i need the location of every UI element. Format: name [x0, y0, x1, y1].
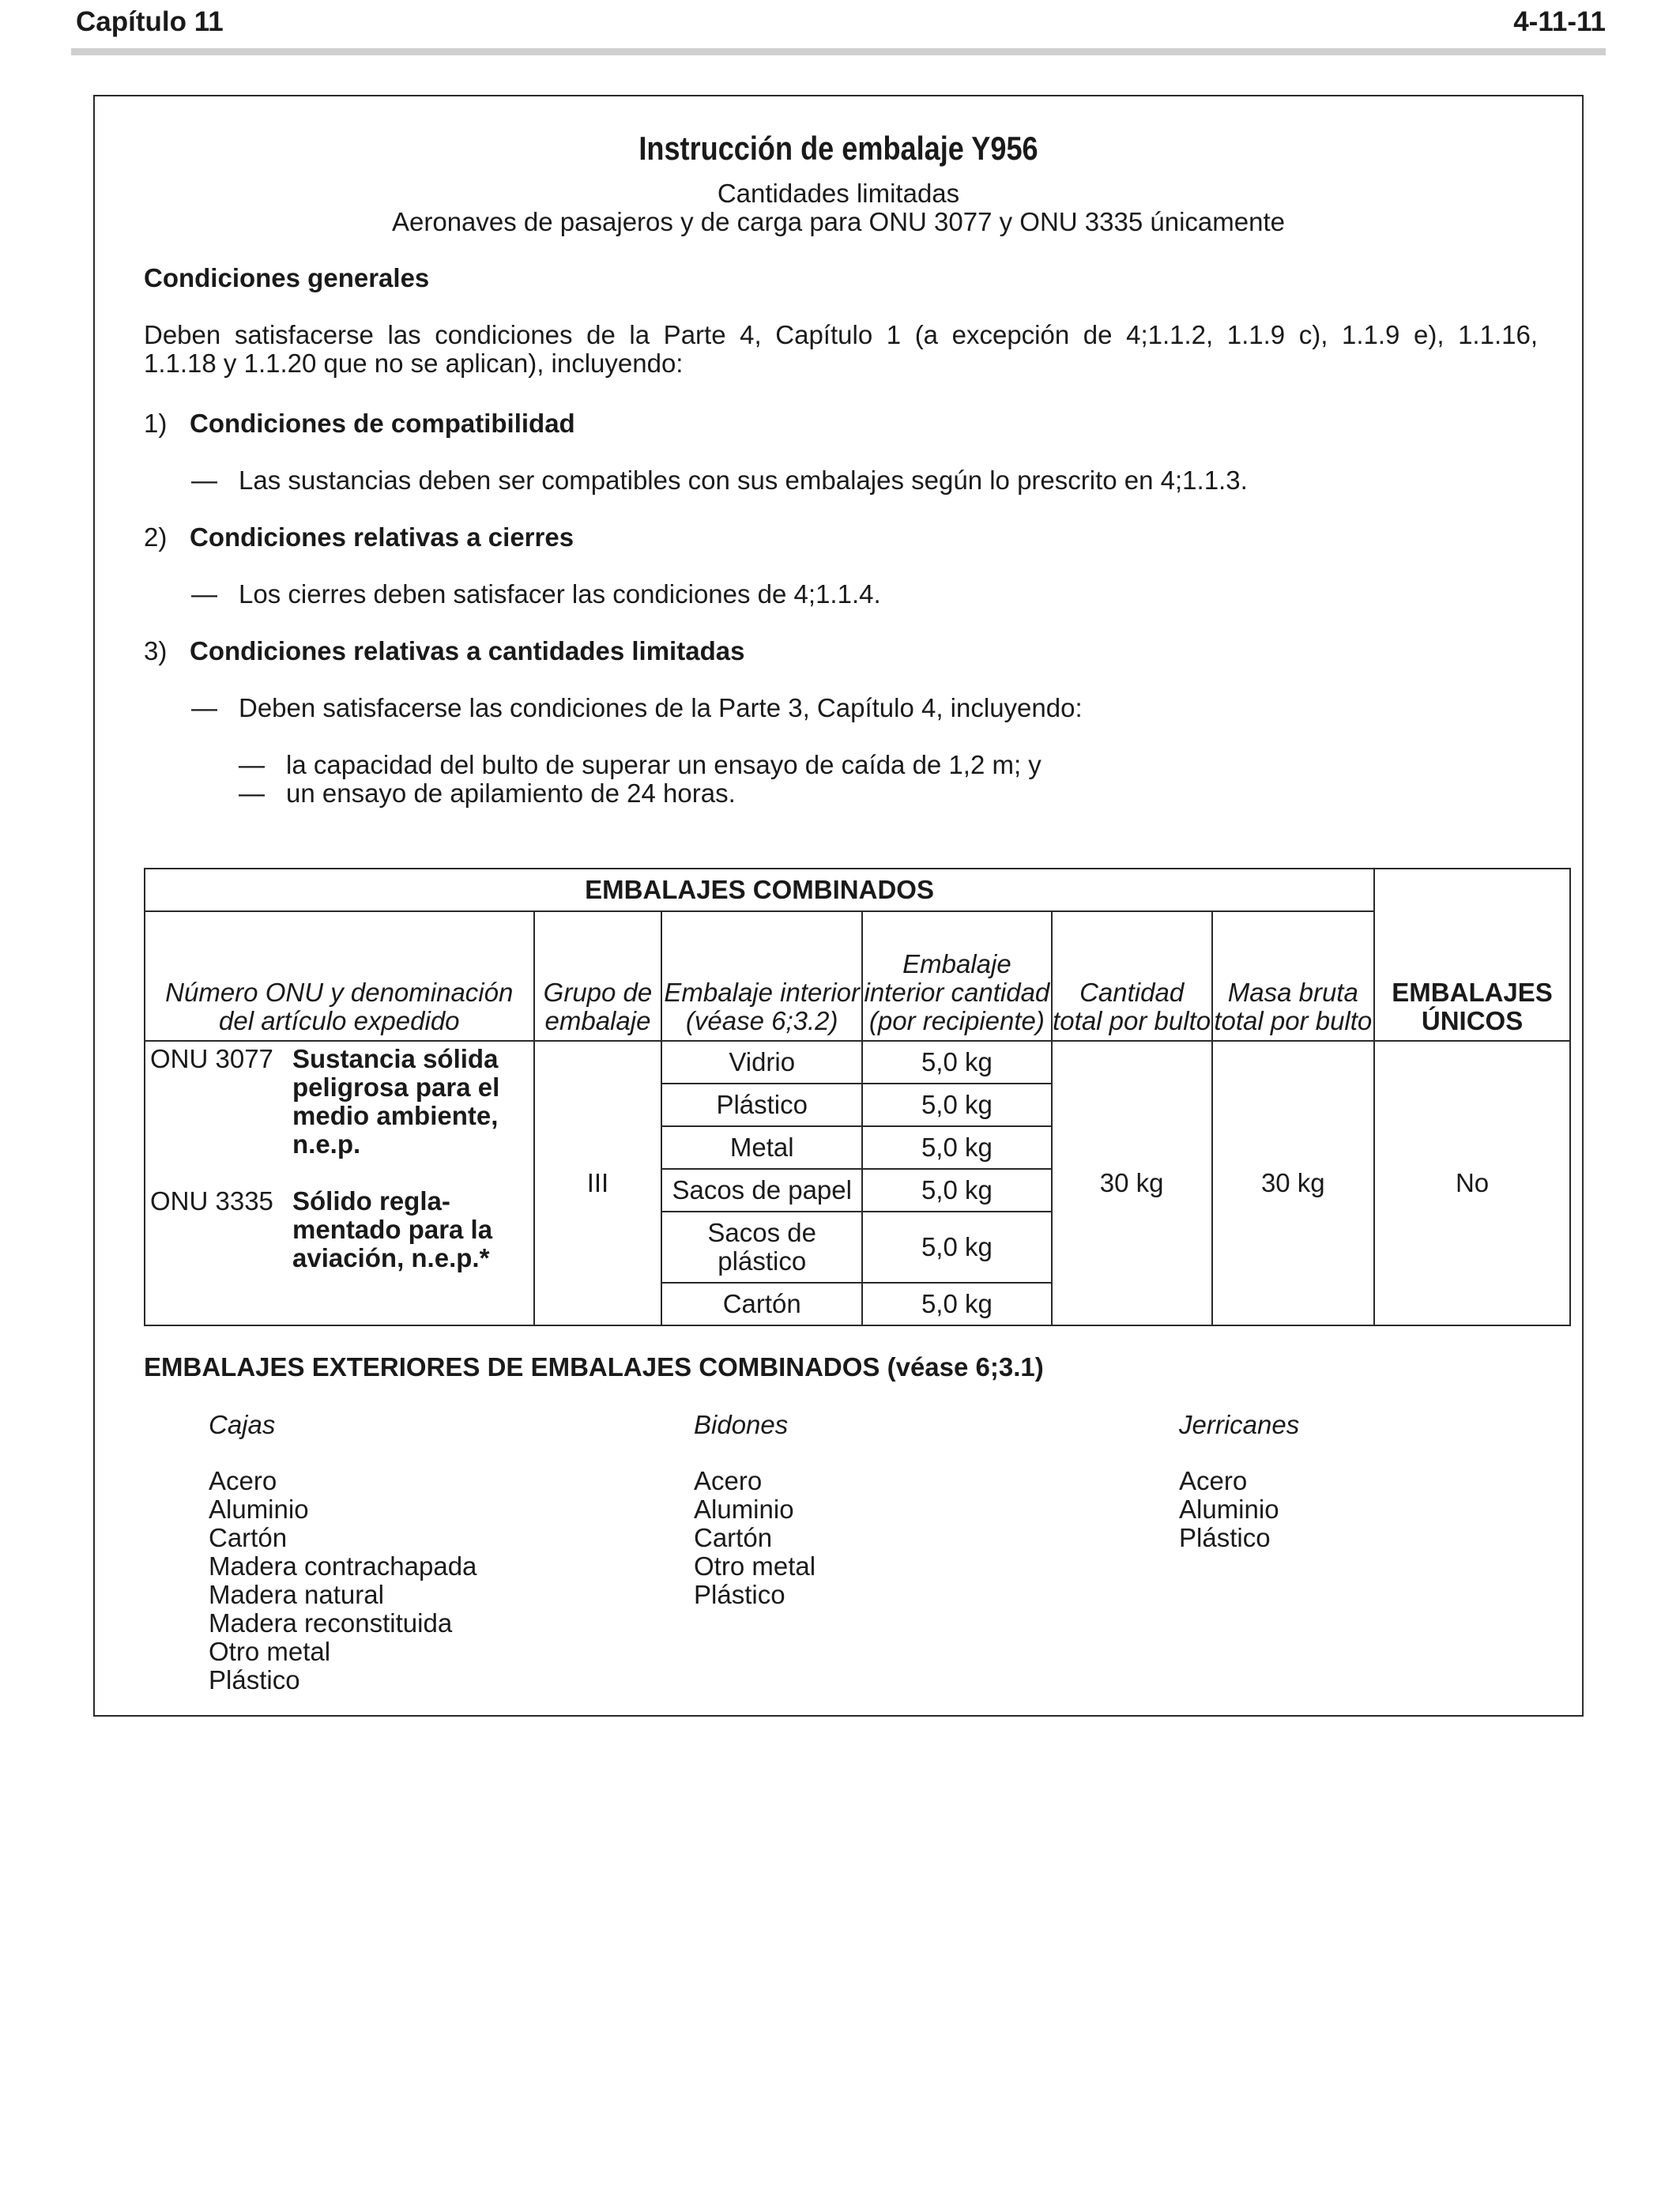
inner-qty-cell: 5,0 kg: [862, 1283, 1052, 1325]
condition-3-subitem-2: un ensayo de apilamiento de 24 horas.: [286, 778, 736, 808]
article-row-3077: [150, 1045, 529, 1159]
list-item: Madera reconstituida: [209, 1608, 453, 1638]
list-item: Plástico: [209, 1665, 300, 1695]
condition-2-item: Los cierres deben satisfacer las condiciones de 4;1.1.4.: [239, 579, 881, 609]
inner-type-cell: Cartón: [661, 1283, 862, 1325]
list-item: Aluminio: [1179, 1495, 1279, 1524]
condition-2-dash: —: [191, 579, 217, 609]
outer-column-title: Bidones: [694, 1410, 789, 1439]
condition-3-item: Deben satisfacerse las condiciones de la Parte 3, Capítulo 4, incluyendo:: [239, 693, 1083, 722]
inner-qty-cell: 5,0 kg: [862, 1084, 1052, 1126]
page-header: [71, 6, 1606, 38]
outer-column-list-bidones: [694, 1467, 816, 1609]
un-number: ONU 3335: [150, 1186, 273, 1216]
un-number: ONU 3077: [150, 1044, 273, 1073]
gross-mass-column-header: Masa bruta total por bulto: [1212, 911, 1375, 1041]
list-item: Otro metal: [694, 1551, 816, 1581]
inner-type-cell: Metal: [661, 1126, 862, 1169]
article-row-3335: [150, 1187, 529, 1272]
list-item: Cartón: [209, 1523, 288, 1552]
condition-1-dash: —: [191, 466, 217, 495]
list-item: Cartón: [694, 1523, 773, 1552]
inner-type-cell: Plástico: [661, 1084, 862, 1126]
condition-3-number: 3): [144, 636, 168, 665]
inner-qty-column-header: Embalaje interior cantidad (por recipiente): [862, 911, 1052, 1041]
list-item: Madera contrachapada: [209, 1551, 477, 1581]
condition-3-subitem-1-dash: —: [239, 750, 265, 779]
list-item: Otro metal: [209, 1637, 331, 1666]
list-item: Aluminio: [694, 1495, 794, 1524]
total-qty-column-header: Cantidad total por bulto: [1052, 911, 1212, 1041]
outer-column-list-cajas: [209, 1467, 477, 1695]
list-item: Acero: [1179, 1466, 1248, 1495]
inner-type-cell: Sacos de papel: [661, 1169, 862, 1212]
inner-qty-cell: 5,0 kg: [862, 1169, 1052, 1212]
condition-1-title: Condiciones de compatibilidad: [190, 409, 575, 438]
article-name: Sólido regla-mentado para la aviación, n.e.p.*: [292, 1186, 493, 1272]
inner-qty-cell: 5,0 kg: [862, 1126, 1052, 1169]
chapter-label: Capítulo 11: [76, 6, 224, 37]
outer-column-list-jerricanes: [1179, 1467, 1279, 1552]
inner-column-header: Embalaje interior (véase 6;3.2): [661, 911, 862, 1041]
packing-group-cell: III: [534, 1041, 662, 1325]
condition-2-number: 2): [144, 522, 168, 552]
list-item: Acero: [694, 1466, 763, 1495]
article-name: Sustancia sólida peligrosa para el medio ambiente, n.e.p.: [292, 1044, 500, 1159]
total-qty-cell: 30 kg: [1052, 1041, 1212, 1325]
article-cell: [145, 1041, 534, 1325]
inner-qty-cell: 5,0 kg: [862, 1212, 1052, 1283]
instruction-subtitle-2: Aeronaves de pasajeros y de carga para ONU 3077 y ONU 3335 únicamente: [392, 207, 1285, 236]
condition-1-item: Las sustancias deben ser compatibles con sus embalajes según lo prescrito en 4;1.1.3.: [239, 466, 1248, 495]
inner-type-cell: Vidrio: [661, 1041, 862, 1084]
article-column-header: Número ONU y denominación del artículo expedido: [145, 911, 534, 1041]
inner-type-cell: Sacos de plástico: [661, 1212, 862, 1283]
combined-header: EMBALAJES COMBINADOS: [145, 869, 1374, 911]
condition-3-title: Condiciones relativas a cantidades limitadas: [190, 636, 745, 665]
single-packagings-cell: No: [1374, 1041, 1570, 1325]
list-item: Madera natural: [209, 1580, 384, 1609]
general-paragraph-line-1: Deben satisfacerse las condiciones de la Parte 4, Capítulo 1 (a excepción de 4;1.1.2, 1.1.9 c), 1.1.9 e), 1.1.16,: [144, 320, 1538, 349]
combined-packagings-table: [144, 868, 1571, 1326]
inner-qty-cell: 5,0 kg: [862, 1041, 1052, 1084]
list-item: Aluminio: [209, 1495, 309, 1524]
general-conditions-heading: Condiciones generales: [144, 263, 430, 292]
instruction-title: Instrucción de embalaje Y956: [638, 130, 1038, 167]
outer-packagings-heading: EMBALAJES EXTERIORES DE EMBALAJES COMBINADOS (véase 6;3.1): [144, 1352, 1044, 1382]
header-rule: [71, 48, 1606, 55]
condition-1-number: 1): [144, 409, 168, 438]
condition-3-subitem-2-dash: —: [239, 778, 265, 808]
gross-mass-cell: 30 kg: [1212, 1041, 1375, 1325]
condition-2-title: Condiciones relativas a cierres: [190, 522, 574, 552]
outer-column-title: Jerricanes: [1179, 1410, 1300, 1439]
single-packagings-header: EMBALAJES ÚNICOS: [1374, 869, 1570, 1041]
instruction-box: [93, 95, 1584, 1717]
general-paragraph-line-2: 1.1.18 y 1.1.20 que no se aplican), incluyendo:: [144, 349, 684, 378]
page-number: 4-11-11: [1513, 6, 1606, 37]
outer-column-title: Cajas: [209, 1410, 276, 1439]
list-item: Plástico: [694, 1580, 785, 1609]
instruction-subtitle-1: Cantidades limitadas: [717, 179, 960, 208]
condition-3-subitem-1: la capacidad del bulto de superar un ensayo de caída de 1,2 m; y: [286, 750, 1042, 779]
list-item: Acero: [209, 1466, 277, 1495]
list-item: Plástico: [1179, 1523, 1271, 1552]
group-column-header: Grupo de embalaje: [534, 911, 662, 1041]
condition-3-dash: —: [191, 693, 217, 722]
